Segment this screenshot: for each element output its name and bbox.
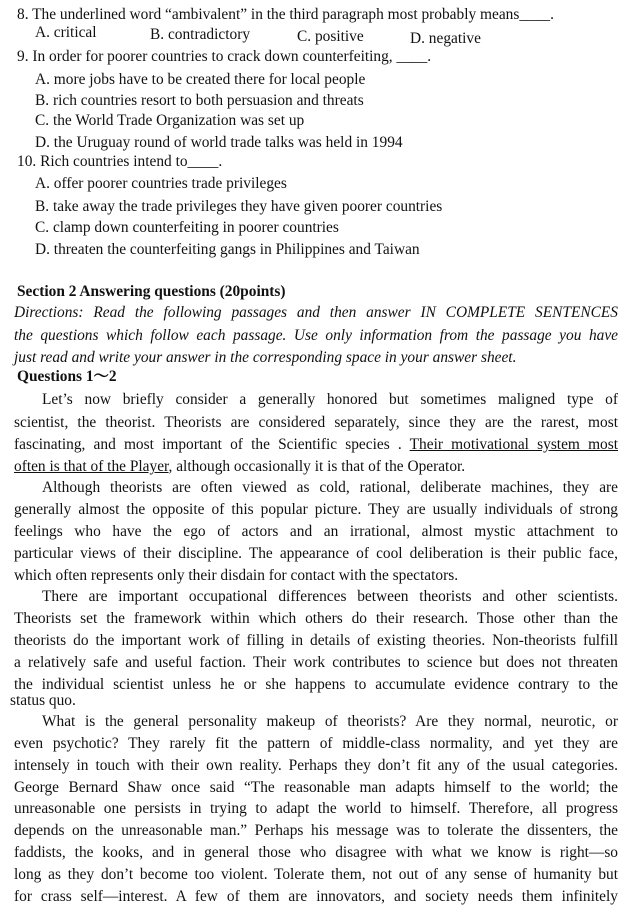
question-8-option-d: D. negative [410, 30, 481, 47]
questions-heading: Questions 1～2 [17, 368, 117, 385]
directions-line-2: the questions which follow each passage. Use only information from the passage you have [14, 327, 618, 344]
question-10-option-c: C. clamp down counterfeiting in poorer countries [35, 219, 339, 236]
passage-p1-line-1: Let’s now briefly consider a generally honored but sometimes maligned type of [42, 391, 618, 408]
passage-p1-line-4-text: , although occasionally it is that of the Operator. [168, 458, 466, 475]
passage-p4-line-4: George Bernard Shaw once said “The reasonable man adapts himself to the world; the [14, 779, 618, 796]
question-10-option-b: B. take away the trade privileges they have given poorer countries [35, 198, 443, 215]
question-9-stem: 9. In order for poorer countries to crack down counterfeiting, ____. [17, 48, 432, 65]
question-10-option-d: D. threaten the counterfeiting gangs in Philippines and Taiwan [35, 241, 420, 258]
passage-p2-line-2: generally almost the opposite of this popular picture. They are usually individuals of strong [14, 501, 618, 518]
question-8-option-b: B. contradictory [150, 26, 251, 43]
passage-p1-line-3 [14, 436, 618, 454]
question-10-stem: 10. Rich countries intend to____. [17, 153, 223, 170]
passage-p2-line-1: Although theorists are often viewed as cold, rational, deliberate machines, they are [42, 479, 618, 496]
passage-p3-line-2: Theorists set the framework within which others do their research. Those other than the [14, 610, 618, 627]
passage-p4-line-3: intensely in touch with their own reality. Perhaps they don’t fit any of the usual categories. [14, 757, 618, 774]
passage-p4-line-8: long as they don’t become too violent. Tolerate them, not out of any sense of humanity but [14, 866, 618, 883]
passage-p1-line-3-text: fascinating, and most important of the Scientific species . [14, 436, 410, 453]
passage-p3-line-4: a relatively safe and useful faction. Their work contributes to science but does not threaten [14, 654, 618, 671]
passage-p3-line-5: the individual scientist unless he or she happens to accumulate evidence contrary to the [14, 676, 618, 693]
passage-p1-line-2: scientist, the theorist. Theorists are considered separately, since they are the rarest, most [14, 414, 618, 431]
passage-p4-line-6: depends on the unreasonable man.” Perhaps his message was to tolerate the dissenters, the [14, 822, 618, 839]
question-8-stem: 8. The underlined word “ambivalent” in the third paragraph most probably means____. [17, 6, 554, 23]
directions-line-3: just read and write your answer in the corresponding space in your answer sheet. [14, 349, 517, 366]
underlined-sentence-part-2: often is that of the Player [14, 458, 169, 475]
passage-p3-line-6: status quo. [10, 692, 76, 709]
question-10-option-a: A. offer poorer countries trade privileges [35, 175, 287, 192]
passage-p2-line-3: feelings who have the ego of actors and an irrational, almost mystic attachment to [14, 523, 618, 540]
passage-p1-line-4 [14, 458, 465, 476]
passage-p3-line-3: theorists do the important work of filling in details of existing theories. Non-theorists fulfill [14, 632, 618, 649]
question-9-option-d: D. the Uruguay round of world trade talks was held in 1994 [35, 134, 403, 151]
passage-p4-line-1: What is the general personality makeup of theorists? Are they normal, neurotic, or [42, 713, 618, 730]
passage-p4-line-2: even psychotic? They rarely fit the pattern of middle-class normality, and yet they are [14, 735, 618, 752]
question-8-option-a: A. critical [35, 24, 97, 41]
passage-p3-line-1: There are important occupational differences between theorists and other scientists. [42, 588, 618, 605]
passage-p2-line-4: particular views of their discipline. The appearance of cool deliberation is their public face, [14, 545, 618, 562]
question-9-option-a: A. more jobs have to be created there for local people [35, 71, 366, 88]
question-9-option-b: B. rich countries resort to both persuasion and threats [35, 92, 364, 109]
passage-p4-line-9: for crass self—interest. A few of them are innovators, and society needs them infinitely [14, 888, 618, 905]
question-9-option-c: C. the World Trade Organization was set up [35, 112, 305, 129]
passage-p4-line-5: unreasonable one persists in trying to adapt the world to himself. Therefore, all progress [14, 800, 618, 817]
passage-p2-line-5: which often represents only their disdain for contact with the spectators. [14, 567, 459, 584]
passage-p4-line-7: faddists, the kooks, and in general those who disagree with what we know is right—so [14, 844, 618, 861]
directions-line-1: Directions: Read the following passages and then answer IN COMPLETE SENTENCES [14, 304, 618, 321]
question-8-option-c: C. positive [297, 28, 364, 45]
section-2-title: Section 2 Answering questions (20points) [17, 283, 286, 300]
underlined-sentence-part-1: Their motivational system most [409, 436, 618, 453]
